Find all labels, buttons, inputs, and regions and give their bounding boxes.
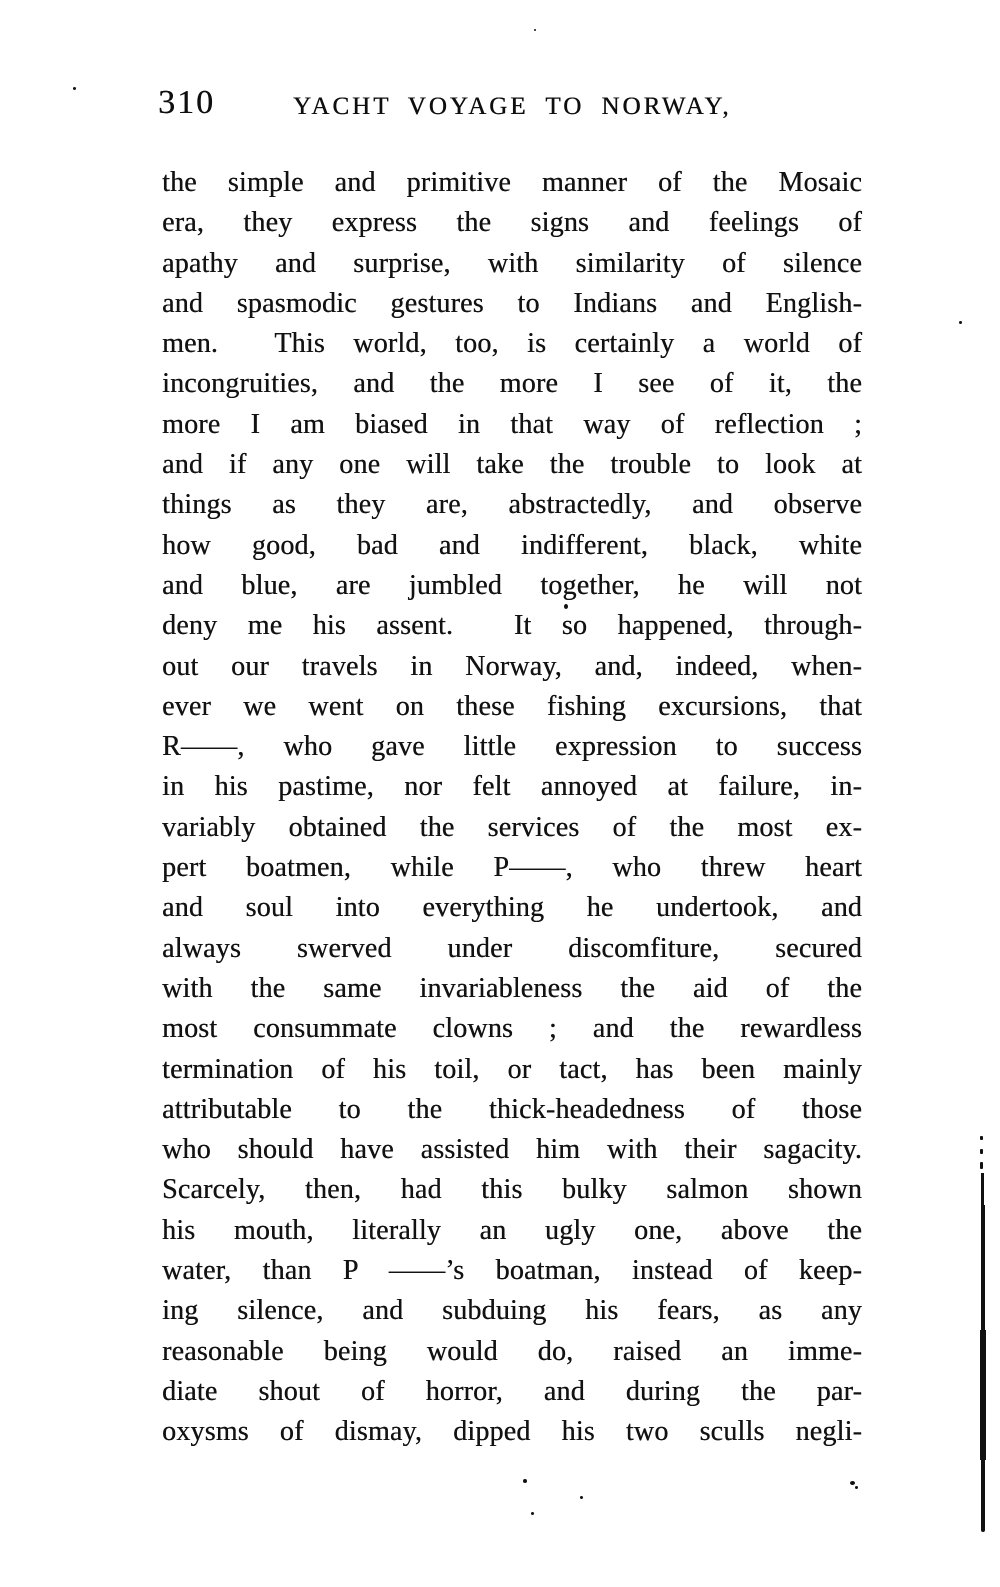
text-line: ever we went on these fishing excursions, that: [162, 690, 862, 722]
text-line: deny me his assent. It so happened, through-: [162, 610, 862, 642]
body-text: [162, 163, 862, 1453]
page-number: 310: [158, 84, 215, 121]
text-line: and soul into everything he undertook, and: [162, 892, 862, 924]
text-line: era, they express the signs and feelings of: [162, 207, 862, 239]
scan-speck: [534, 29, 536, 31]
text-line: and blue, are jumbled together, he will not: [162, 569, 862, 601]
text-line: Scarcely, then, had this bulky salmon shown: [162, 1174, 862, 1206]
running-title: YACHT VOYAGE TO NORWAY,: [293, 93, 732, 120]
scan-artifact-line: [981, 1173, 984, 1205]
text-line: oxysms of dismay, dipped his two sculls negli-: [162, 1416, 862, 1448]
text-line: apathy and surprise, with similarity of silence: [162, 247, 862, 279]
text-line: and spasmodic gestures to Indians and English-: [162, 287, 862, 319]
text-line: water, than P ——’s boatman, instead of keep-: [162, 1255, 862, 1287]
scan-artifact-line: [980, 1330, 986, 1460]
text-line: pert boatmen, while P——, who threw heart: [162, 852, 862, 884]
text-line: in his pastime, nor felt annoyed at failure, in-: [162, 771, 862, 803]
text-line: the simple and primitive manner of the Mosaic: [162, 167, 862, 198]
scan-speck: [580, 1496, 583, 1499]
text-line: and if any one will take the trouble to look at: [162, 449, 862, 481]
text-line: diate shout of horror, and during the par-: [162, 1375, 862, 1407]
text-line: with the same invariableness the aid of the: [162, 972, 862, 1004]
scan-speck: [850, 1481, 855, 1485]
text-line: variably obtained the services of the most ex-: [162, 811, 862, 843]
text-line: men. This world, too, is certainly a world of: [162, 328, 862, 360]
text-line: ing silence, and subduing his fears, as any: [162, 1295, 862, 1327]
text-line: R——, who gave little expression to success: [162, 731, 862, 763]
scan-speck: [855, 1486, 858, 1489]
text-line: his mouth, literally an ugly one, above the: [162, 1214, 862, 1246]
scan-speck: [73, 87, 76, 90]
text-line: most consummate clowns ; and the rewardless: [162, 1013, 862, 1045]
scan-artifact-line: [980, 1149, 983, 1154]
scan-speck: [523, 1479, 527, 1483]
text-line: termination of his toil, or tact, has been mainly: [162, 1053, 862, 1085]
text-line: who should have assisted him with their sagacity.: [162, 1134, 862, 1166]
text-line: always swerved under discomfiture, secured: [162, 932, 862, 964]
text-line: how good, bad and indifferent, black, white: [162, 529, 862, 561]
text-line: things as they are, abstractedly, and observe: [162, 489, 862, 521]
text-line: reasonable being would do, raised an imme-: [162, 1335, 862, 1367]
text-line: out our travels in Norway, and, indeed, when-: [162, 650, 862, 682]
scan-speck: [564, 604, 568, 609]
scan-artifact-line: [980, 1136, 983, 1140]
text-line: incongruities, and the more I see of it, the: [162, 368, 862, 400]
scan-artifact-line: [981, 1205, 985, 1330]
text-line: attributable to the thick-headedness of those: [162, 1093, 862, 1125]
scan-artifact-line: [981, 1460, 985, 1532]
scan-speck: [959, 321, 962, 324]
scan-artifact-line: [980, 1162, 983, 1169]
text-line: more I am biased in that way of reflection ;: [162, 408, 862, 440]
scan-speck: [531, 1512, 534, 1515]
